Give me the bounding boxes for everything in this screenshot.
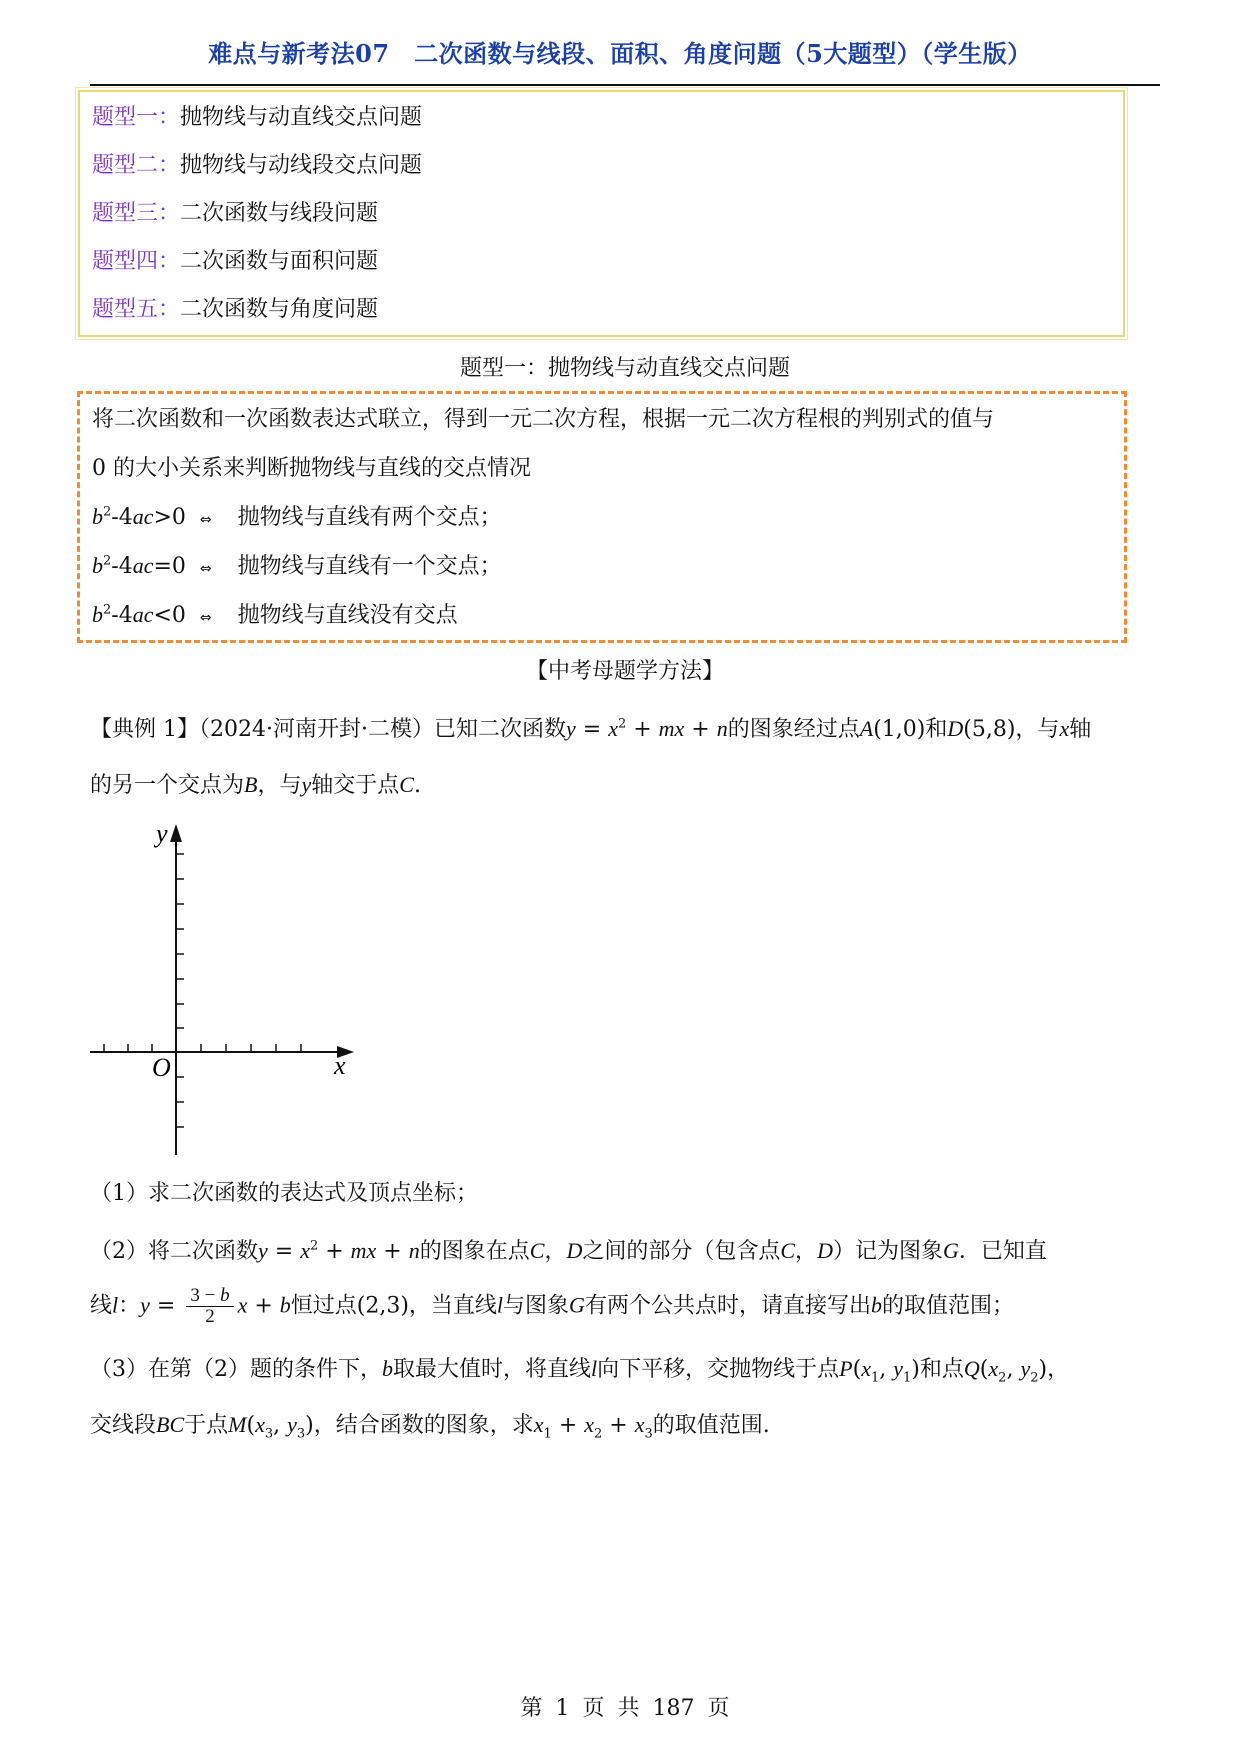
question-2-line-1: （2）将二次函数$y = x^2$ + mx + n的图象在点C，D之间的部分（包含点C，D）记为图象G．已知直 bbox=[90, 1238, 1047, 1264]
document-title: 难点与新考法07 二次函数与线段、面积、角度问题（5大题型）（学生版） bbox=[208, 39, 1032, 68]
example-line-1: 【典例 1】（2024·河南开封·二模）已知二次函数$y = x^2$ + mx + n的图象经过点A(1,0)和D(5,8)，与x轴 bbox=[90, 716, 1092, 742]
section-heading: 题型一：抛物线与动直线交点问题 bbox=[459, 356, 790, 381]
question-3-line-2: 交线段BC于点$M(x_3$, $y_3$)，结合函数的图象，求$x_1 + x_2 + x_3$的取值范围. bbox=[90, 1412, 770, 1442]
toc-item-2: 题型二：抛物线与动线段交点问题 bbox=[92, 153, 423, 178]
x-axis-ticks bbox=[104, 1044, 301, 1052]
y-axis-label: y bbox=[156, 820, 168, 848]
method-line-2: 0 的大小关系来判断抛物线与直线的交点情况 bbox=[92, 456, 531, 481]
slope-fraction: $\frac{3 - b}{2}$ bbox=[186, 1286, 233, 1327]
toc-item-5: 题型五：二次函数与角度问题 bbox=[92, 297, 379, 322]
method-line-1: 将二次函数和一次函数表达式联立，得到一元二次方程，根据一元二次方程根的判别式的值与 bbox=[92, 407, 995, 432]
coordinate-axes-figure bbox=[84, 820, 364, 1160]
subheading: 【中考母题学方法】 bbox=[525, 659, 724, 684]
question-3-line-1: （3）在第（2）题的条件下，b取最大值时，将直线l向下平移，交抛物线于点$P(x_1$, $y_1$)和点$Q(x_2$, $y_2$)， bbox=[90, 1356, 1070, 1386]
page-footer: 第 1 页 共 187 页 bbox=[520, 1696, 730, 1721]
y-axis-ticks bbox=[176, 854, 184, 1127]
header-rule bbox=[90, 84, 1160, 86]
discriminant-case-3: $b^2-4ac<0$ ⇔ 抛物线与直线没有交点 bbox=[92, 602, 458, 628]
y-axis-arrow-icon bbox=[170, 824, 182, 842]
toc-item-4: 题型四：二次函数与面积问题 bbox=[92, 249, 379, 274]
discriminant-case-2: $b^2-4ac=0$ ⇔ 抛物线与直线有一个交点； bbox=[92, 553, 502, 579]
toc-item-3: 题型三：二次函数与线段问题 bbox=[92, 201, 379, 226]
question-type-list bbox=[78, 90, 1125, 337]
question-1: （1）求二次函数的表达式及顶点坐标； bbox=[90, 1181, 478, 1206]
x-axis-label: x bbox=[334, 1051, 346, 1080]
discriminant-case-1: $b^2-4ac>0$ ⇔ 抛物线与直线有两个交点； bbox=[92, 504, 502, 530]
method-box bbox=[77, 391, 1127, 643]
example-line-2: 的另一个交点为B，与y轴交于点C. bbox=[90, 772, 421, 798]
toc-item-1: 题型一：抛物线与动直线交点问题 bbox=[92, 105, 423, 130]
origin-label: O bbox=[152, 1053, 171, 1082]
question-2-line-2: 线l：y = $\frac{3 - b}{2}$ x + b恒过点(2,3)，当直线l与图象G有两个公共点时，请直接写出b的取值范围； bbox=[90, 1285, 1014, 1327]
